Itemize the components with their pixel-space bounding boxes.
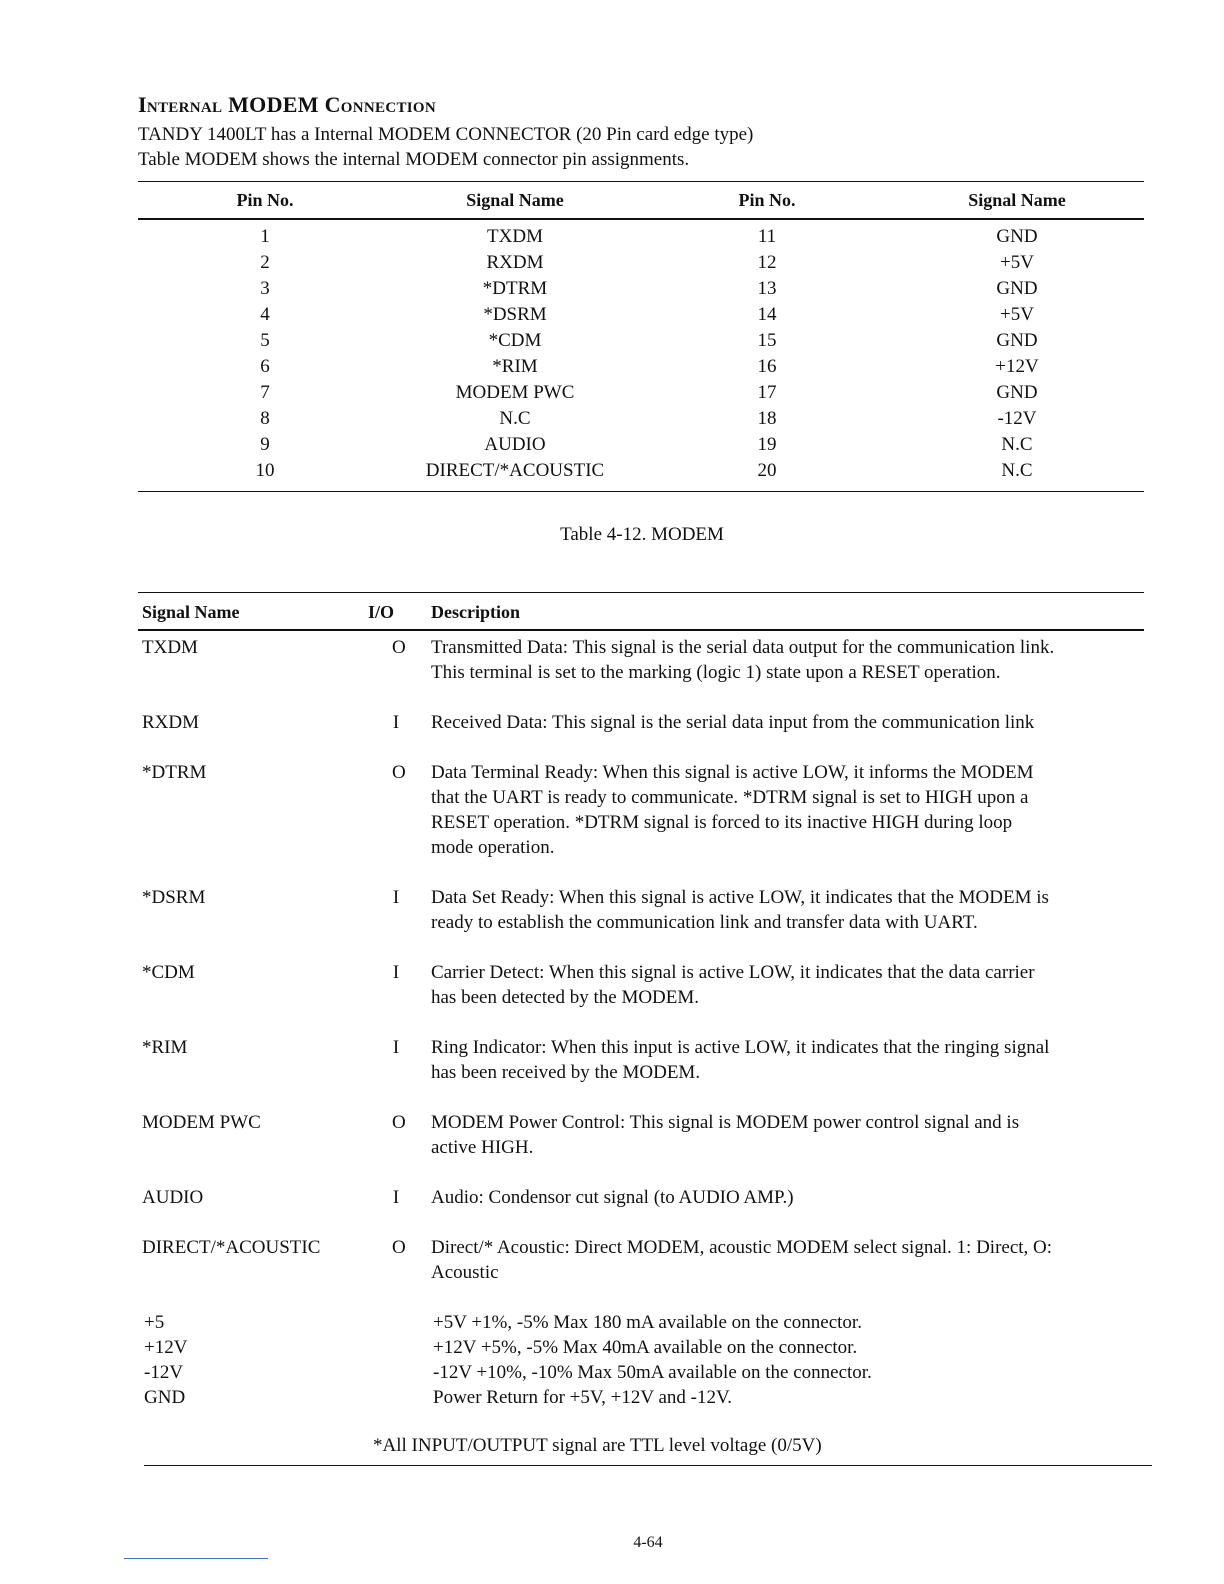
footnote: *All INPUT/OUTPUT signal are TTL level voltage (0/5V) [373,1435,822,1456]
signal-name: AUDIO [484,434,546,455]
column-header: Pin No. [738,190,796,210]
signal-io: O [392,762,406,783]
table-row [138,330,1144,356]
pin-number: 4 [260,304,270,325]
signal-name: AUDIO [142,1187,204,1208]
power-name: -12V [144,1362,184,1383]
signal-name: *RIM [492,356,538,377]
table-row [138,252,1144,278]
signal-name: +5V [1000,252,1034,273]
signal-description [431,1185,1147,1210]
description-line: RESET operation. *DTRM signal is forced to its inactive HIGH during loop [431,812,1013,833]
power-name: +5 [144,1312,165,1333]
signal-name: DIRECT/*ACOUSTIC [425,460,605,481]
column-header: I/O [368,602,395,622]
pin-number: 3 [260,278,270,299]
description-line: ready to establish the communication link and transfer data with UART. [431,912,978,933]
signal-name: -12V [997,408,1037,429]
signal-io: I [392,712,400,733]
pin-number: 13 [757,278,777,299]
signal-io: I [392,1187,400,1208]
signal-name: RXDM [142,712,200,733]
footer-rule [124,1558,268,1559]
header-rule [138,218,1144,220]
signal-name: *DTRM [142,762,207,783]
table-row [138,226,1144,252]
description-line: Transmitted Data: This signal is the serial data output for the communication link. [431,637,1055,658]
signal-name: +12V [995,356,1039,377]
signal-name: *DSRM [142,887,206,908]
table-row [138,460,1144,486]
intro-line: TANDY 1400LT has a Internal MODEM CONNECTOR (20 Pin card edge type) [138,124,754,145]
signal-name: TXDM [142,637,198,658]
description-line: mode operation. [431,837,555,858]
signal-name: *RIM [142,1037,188,1058]
description-line: Ring Indicator: When this input is active LOW, it indicates that the ringing signal [431,1037,1050,1058]
table-caption: Table 4-12. MODEM [560,524,724,545]
pin-number: 16 [757,356,777,377]
power-description: Power Return for +5V, +12V and -12V. [433,1387,733,1408]
power-row [138,1360,1144,1385]
description-line: MODEM Power Control: This signal is MODEM power control signal and is [431,1112,1020,1133]
power-description: +12V +5%, -5% Max 40mA available on the connector. [433,1337,858,1358]
signal-name: +5V [1000,304,1034,325]
description-line: Carrier Detect: When this signal is active LOW, it indicates that the data carrier [431,962,1035,983]
pin-number: 20 [757,460,777,481]
table-row [138,278,1144,304]
description-line: has been received by the MODEM. [431,1062,701,1083]
signal-description [431,635,1147,685]
pin-number: 1 [260,226,270,247]
pin-number: 8 [260,408,270,429]
signal-description [431,710,1147,735]
signal-name: *DSRM [483,304,547,325]
table-top-rule [138,181,1144,182]
header-rule [138,629,1144,631]
description-line: that the UART is ready to communicate. *DTRM signal is set to HIGH upon a [431,787,1029,808]
description-line: Acoustic [431,1262,499,1283]
description-line: Data Terminal Ready: When this signal is active LOW, it informs the MODEM [431,762,1034,783]
signal-description [431,760,1147,860]
signal-io: I [392,887,400,908]
pin-number: 11 [757,226,777,247]
signal-io: I [392,962,400,983]
signal-description [431,960,1147,1010]
power-row [138,1310,1144,1335]
table-row [138,434,1144,460]
pin-number: 5 [260,330,270,351]
table-bottom-rule [138,491,1144,492]
pin-number: 6 [260,356,270,377]
table-top-rule [138,592,1144,593]
pin-number: 15 [757,330,777,351]
pin-number: 17 [757,382,777,403]
column-header: Pin No. [236,190,294,210]
pin-number: 7 [260,382,270,403]
signal-io: O [392,637,406,658]
signal-description [431,1035,1147,1085]
signal-name: *CDM [488,330,542,351]
pin-number: 2 [260,252,270,273]
signal-name: MODEM PWC [142,1112,261,1133]
signal-name: GND [996,330,1038,351]
signal-name: *CDM [142,962,195,983]
signal-name: GND [996,382,1038,403]
description-line: Direct/* Acoustic: Direct MODEM, acoustic MODEM select signal. 1: Direct, O: [431,1237,1053,1258]
signal-name: GND [996,226,1038,247]
signal-io: O [392,1112,406,1133]
signal-name: GND [996,278,1038,299]
signal-name: N.C [1001,434,1033,455]
signal-name: TXDM [487,226,543,247]
pin-number: 10 [255,460,275,481]
table-row [138,382,1144,408]
pin-number: 14 [757,304,777,325]
signal-name: DIRECT/*ACOUSTIC [142,1237,321,1258]
column-header: Description [431,602,520,622]
pin-number: 9 [260,434,270,455]
power-name: GND [144,1387,186,1408]
power-name: +12V [144,1337,188,1358]
power-row [138,1335,1144,1360]
description-line: Data Set Ready: When this signal is active LOW, it indicates that the MODEM is [431,887,1049,908]
signal-description [431,1110,1147,1160]
signal-io: I [392,1037,400,1058]
table-row [138,356,1144,382]
column-header: Signal Name [466,190,564,210]
column-header: Signal Name [142,602,240,622]
description-line: This terminal is set to the marking (logic 1) state upon a RESET operation. [431,662,1001,683]
pin-number: 19 [757,434,777,455]
power-description: +5V +1%, -5% Max 180 mA available on the connector. [433,1312,862,1333]
signal-description [431,885,1147,935]
column-header: Signal Name [968,190,1066,210]
intro-line: Table MODEM shows the internal MODEM connector pin assignments. [138,149,690,170]
description-line: has been detected by the MODEM. [431,987,700,1008]
signal-name: MODEM PWC [455,382,575,403]
signal-name: *DTRM [482,278,548,299]
signal-name: N.C [499,408,531,429]
signal-io: O [392,1237,406,1258]
signal-description [431,1235,1147,1285]
table-row [138,304,1144,330]
description-line: Audio: Condensor cut signal (to AUDIO AMP.) [431,1187,794,1208]
page-number: 4-64 [633,1534,663,1551]
signal-name: RXDM [486,252,544,273]
description-line: active HIGH. [431,1137,534,1158]
table-bottom-rule [144,1465,1152,1466]
power-row [138,1385,1144,1410]
signal-name: N.C [1001,460,1033,481]
pin-number: 12 [757,252,777,273]
description-line: Received Data: This signal is the serial data input from the communication link [431,712,1035,733]
table-row [138,408,1144,434]
power-description: -12V +10%, -10% Max 50mA available on the connector. [433,1362,872,1383]
section-heading: Internal MODEM Connection [138,92,437,117]
pin-number: 18 [757,408,777,429]
